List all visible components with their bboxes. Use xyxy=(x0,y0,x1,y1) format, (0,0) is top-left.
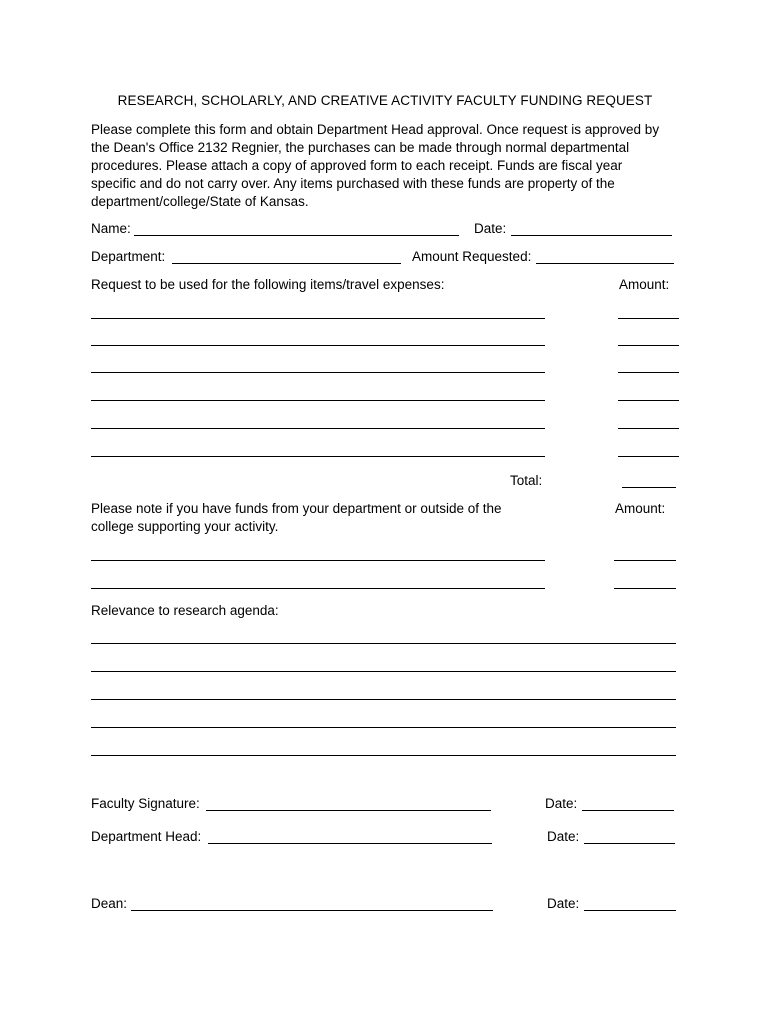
dean-date-label: Date: xyxy=(547,896,580,911)
department-label: Department: xyxy=(91,249,166,264)
amount-column-label: Amount: xyxy=(619,277,670,292)
intro-line: Please complete this form and obtain Department Head approval. Once request is approved by xyxy=(91,122,660,137)
form-title: RESEARCH, SCHOLARLY, AND CREATIVE ACTIVITY FACULTY FUNDING REQUEST xyxy=(117,93,653,108)
relevance-field[interactable] xyxy=(91,643,676,644)
intro-line: specific and do not carry over. Any items purchased with these funds are property of the xyxy=(91,176,615,191)
intro-paragraph xyxy=(91,121,691,211)
department-head-date-field[interactable] xyxy=(584,843,675,844)
faculty-signature-label: Faculty Signature: xyxy=(91,796,200,811)
faculty-date-field[interactable] xyxy=(582,810,674,811)
relevance-field[interactable] xyxy=(91,755,676,756)
faculty-date-label: Date: xyxy=(545,796,578,811)
expense-amount-field[interactable] xyxy=(618,372,679,373)
expense-amount-field[interactable] xyxy=(618,456,679,457)
relevance-label: Relevance to research agenda: xyxy=(91,603,279,618)
faculty-signature-field[interactable] xyxy=(206,810,491,811)
dean-signature-field[interactable] xyxy=(131,910,493,911)
other-funds-line: Please note if you have funds from your department or outside of the xyxy=(91,501,502,516)
expense-amount-field[interactable] xyxy=(618,400,679,401)
department-head-label: Department Head: xyxy=(91,829,202,844)
name-label: Name: xyxy=(91,221,131,236)
expense-item-field[interactable] xyxy=(91,428,545,429)
expense-item-field[interactable] xyxy=(91,400,545,401)
date-field[interactable] xyxy=(511,235,672,236)
other-funds-amount-field[interactable] xyxy=(614,560,676,561)
relevance-field[interactable] xyxy=(91,671,676,672)
relevance-field[interactable] xyxy=(91,699,676,700)
expense-amount-field[interactable] xyxy=(618,318,679,319)
expense-item-field[interactable] xyxy=(91,372,545,373)
intro-line: department/college/State of Kansas. xyxy=(91,194,309,209)
department-head-signature-field[interactable] xyxy=(208,843,492,844)
name-field[interactable] xyxy=(134,235,459,236)
expense-amount-field[interactable] xyxy=(618,345,679,346)
total-amount-field[interactable] xyxy=(622,487,676,488)
expense-item-field[interactable] xyxy=(91,456,545,457)
amount-requested-label: Amount Requested: xyxy=(412,249,532,264)
request-label: Request to be used for the following items/travel expenses: xyxy=(91,277,445,292)
intro-line: the Dean's Office 2132 Regnier, the purchases can be made through normal departmental xyxy=(91,140,630,155)
other-funds-line: college supporting your activity. xyxy=(91,519,279,534)
total-label: Total: xyxy=(510,473,543,488)
amount-requested-field[interactable] xyxy=(536,263,674,264)
department-field[interactable] xyxy=(172,263,401,264)
expense-amount-field[interactable] xyxy=(618,428,679,429)
relevance-field[interactable] xyxy=(91,727,676,728)
other-amount-label: Amount: xyxy=(615,501,666,516)
other-funds-amount-field[interactable] xyxy=(614,588,676,589)
date-label: Date: xyxy=(474,221,507,236)
expense-item-field[interactable] xyxy=(91,318,545,319)
department-head-date-label: Date: xyxy=(547,829,580,844)
dean-date-field[interactable] xyxy=(584,910,676,911)
expense-item-field[interactable] xyxy=(91,345,545,346)
intro-line: procedures. Please attach a copy of approved form to each receipt. Funds are fiscal year xyxy=(91,158,623,173)
other-funds-field[interactable] xyxy=(91,588,545,589)
dean-label: Dean: xyxy=(91,896,128,911)
other-funds-field[interactable] xyxy=(91,560,545,561)
